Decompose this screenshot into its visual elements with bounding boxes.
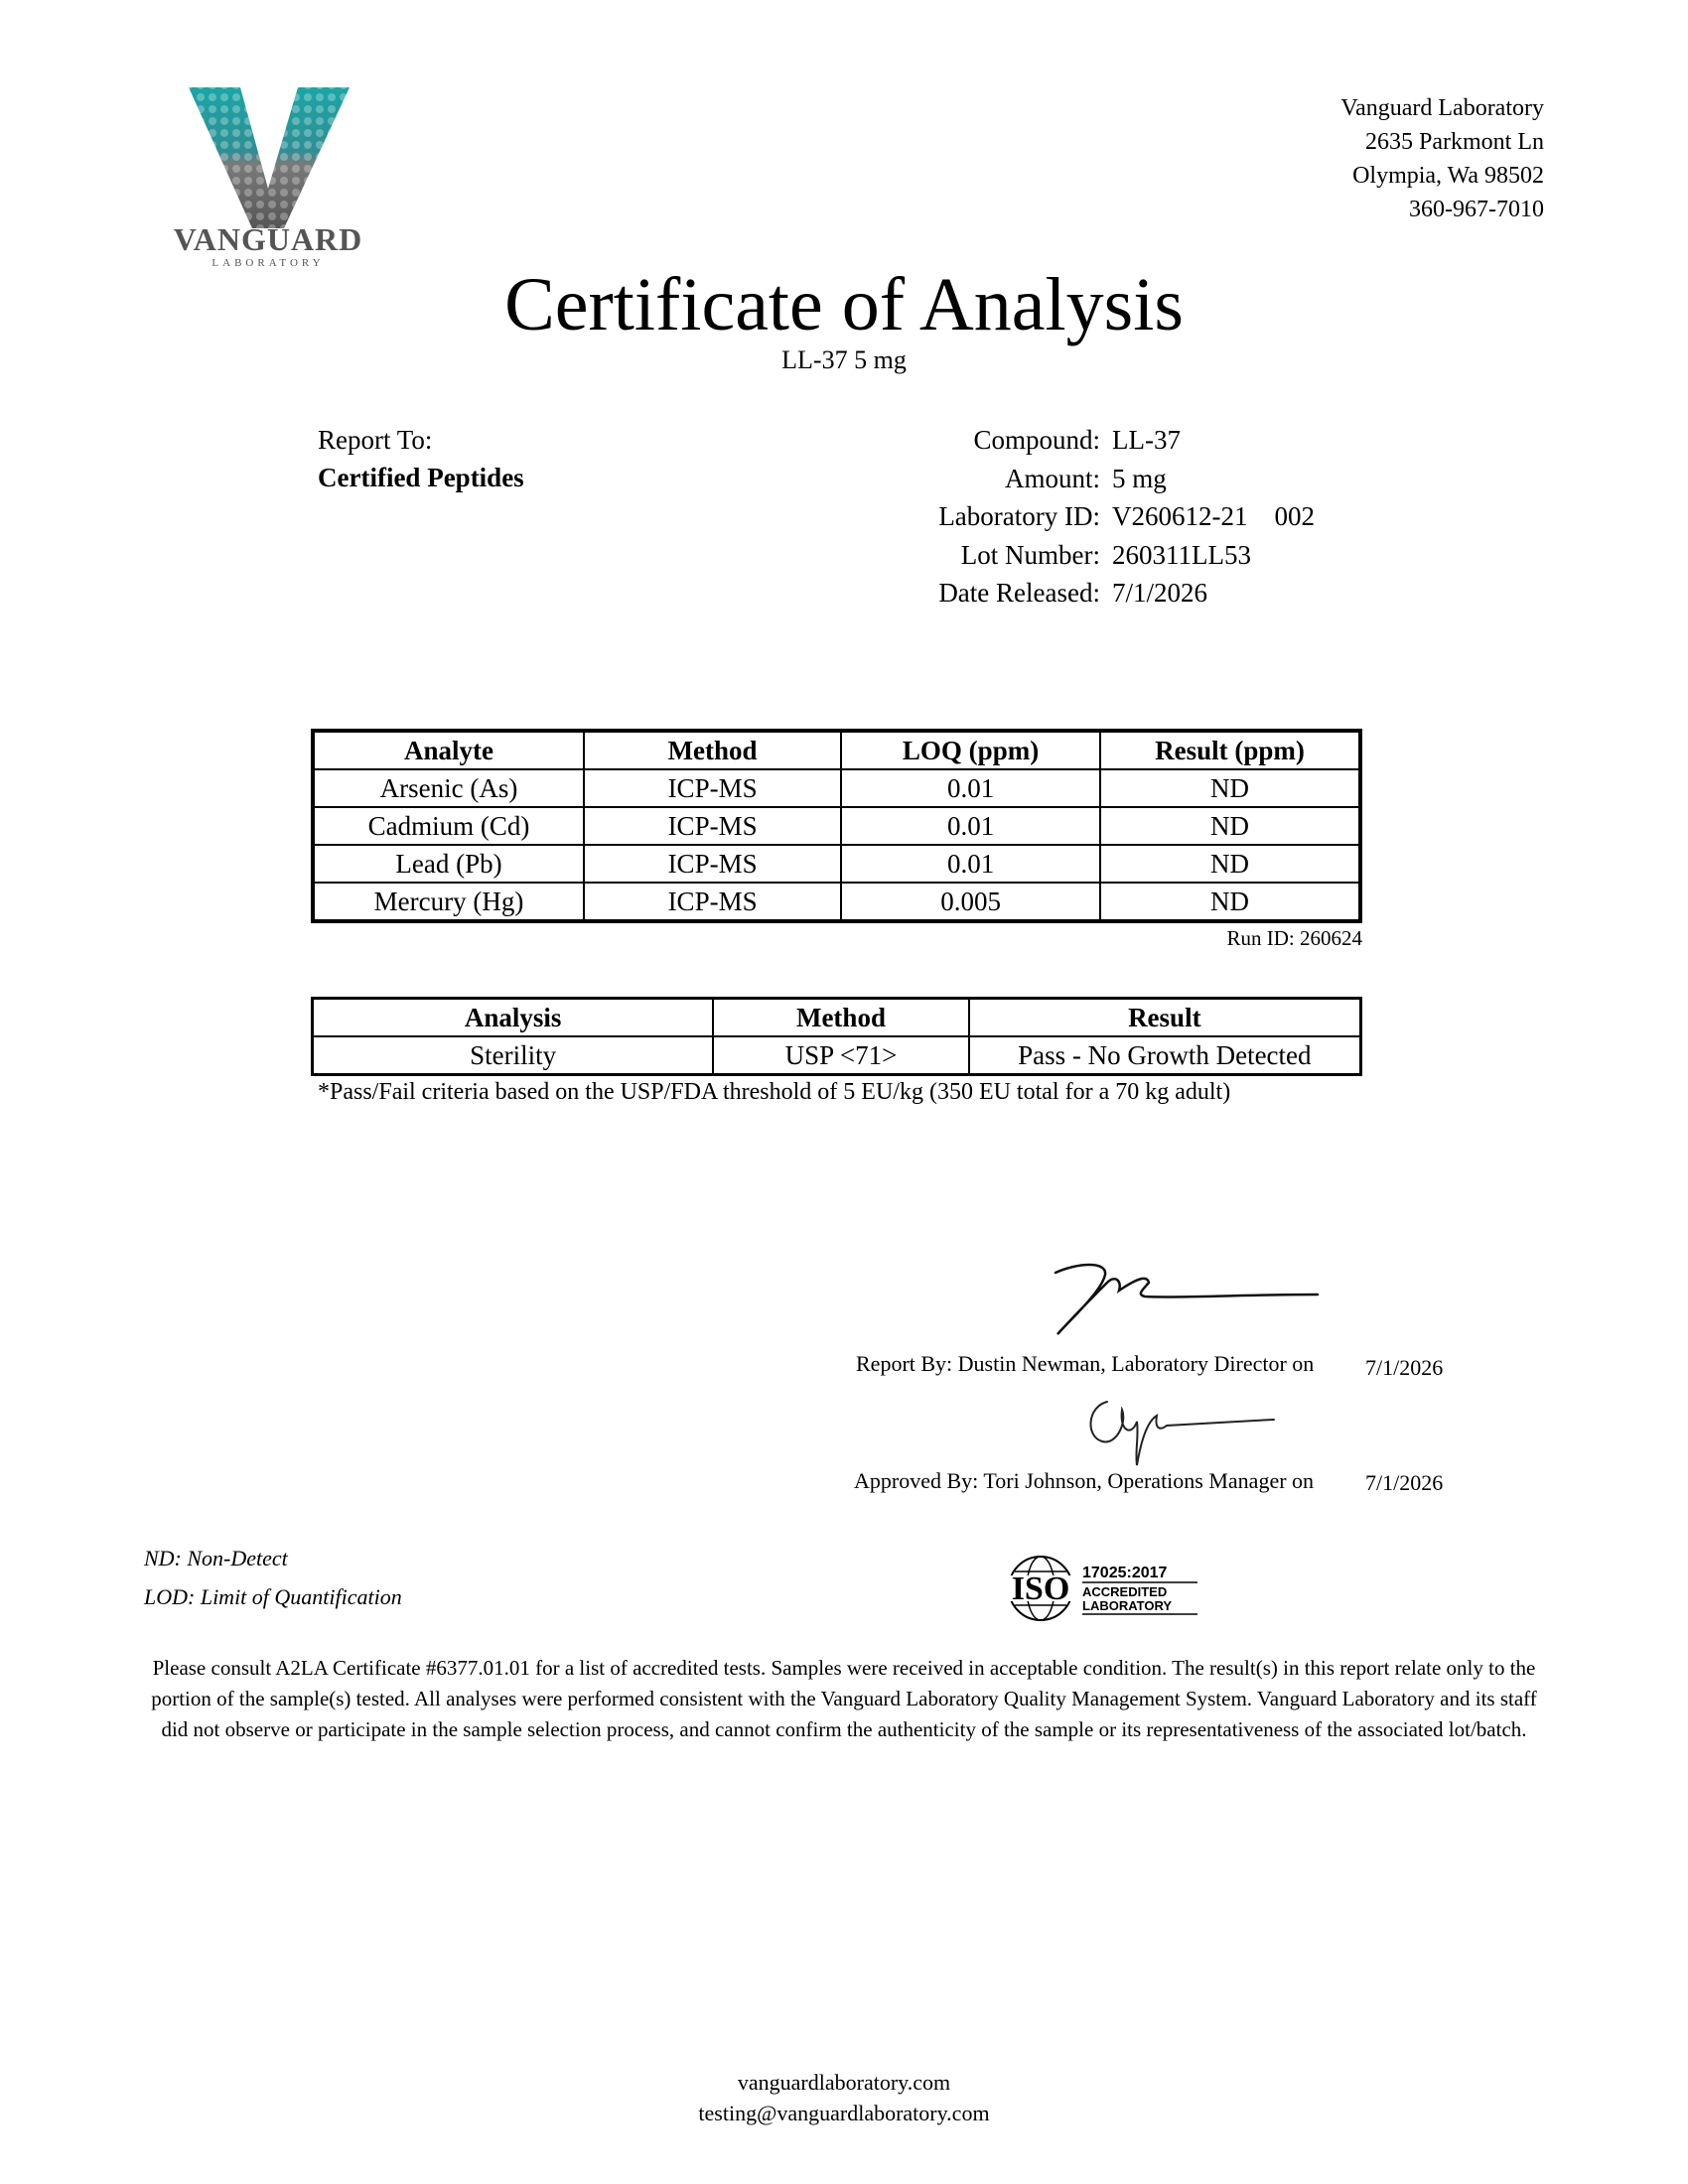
info-label: Laboratory ID: [938, 501, 1100, 531]
legend-lod: LOD: Limit of Quantification [144, 1584, 402, 1609]
run-id: Run ID: 260624 [1226, 926, 1362, 950]
info-value: V260612-21 002 [1112, 501, 1315, 531]
info-value: 5 mg [1112, 463, 1167, 493]
table-cell: 0.005 [841, 883, 1100, 921]
table-cell: ND [1100, 807, 1360, 845]
iso-line1: ACCREDITED [1082, 1584, 1168, 1599]
disclaimer: Please consult A2LA Certificate #6377.01.01 for a list of accredited tests. Samples were received in acceptable condition. The result(s) in this report relate only to the portion of the sample(s) tested. All analyses were performed consistent with the Vanguard Laboratory Quality Management System. Vanguard Laboratory and its staff did not observe or participate in the sample selection process, and cannot confirm the authenticity of the sample or its representativeness of the associated lot/batch. [151, 1656, 1537, 1741]
approved-by-text: Approved By: Tori Johnson, Operations Manager on [854, 1468, 1315, 1493]
info-label: Lot Number: [960, 539, 1100, 570]
table-cell: 0.01 [841, 769, 1100, 807]
table-cell: Lead (Pb) [313, 845, 584, 883]
iso-line2: LABORATORY [1082, 1598, 1173, 1613]
table-header-row [313, 999, 1361, 1037]
manager-signature [1077, 1382, 1276, 1469]
logo-wordmark: VANGUARD [173, 221, 363, 257]
report-to-label: Report To: [318, 425, 433, 455]
lab-street: 2635 Parkmont Ln [1365, 129, 1544, 155]
footer-website: vanguardlaboratory.com [737, 2070, 951, 2095]
table-row [313, 769, 1360, 807]
info-value: 260311LL53 [1112, 539, 1251, 570]
table-cell: ICP-MS [584, 845, 841, 883]
report-by-date: 7/1/2026 [1365, 1355, 1444, 1380]
info-row-lot-number [894, 536, 1315, 575]
lab-phone: 360-967-7010 [1409, 197, 1544, 222]
client-name: Certified Peptides [318, 463, 524, 492]
iso-standard: 17025:2017 [1082, 1565, 1168, 1581]
table-cell: 0.01 [841, 807, 1100, 845]
info-row-amount [894, 460, 1315, 498]
table-header-row [313, 731, 1360, 769]
report-to [318, 421, 524, 496]
page-footer [0, 2067, 1688, 2128]
page-title: Certificate of Analysis [504, 263, 1184, 346]
table-cell: 0.01 [841, 845, 1100, 883]
table-row [313, 807, 1360, 845]
legend-nd: ND: Non-Detect [144, 1546, 288, 1570]
table-cell: ND [1100, 769, 1360, 807]
table-cell: Cadmium (Cd) [313, 807, 584, 845]
table-row [313, 1036, 1361, 1075]
column-header: LOQ (ppm) [841, 731, 1100, 769]
table-cell: USP <71> [713, 1036, 968, 1075]
table-cell: ICP-MS [584, 883, 841, 921]
logo-v-mark [159, 79, 377, 268]
info-row-laboratory-id [894, 497, 1315, 536]
criteria-footnote: *Pass/Fail criteria based on the USP/FDA threshold of 5 EU/kg (350 EU total for a 70 kg adult) [318, 1079, 1231, 1105]
approved-by-date: 7/1/2026 [1365, 1470, 1444, 1495]
footer-email: testing@vanguardlaboratory.com [698, 2101, 990, 2125]
table-cell: ICP-MS [584, 769, 841, 807]
table-row [313, 845, 1360, 883]
table-row [313, 883, 1360, 921]
director-signature [1038, 1253, 1321, 1340]
iso-mark: ISO [1011, 1570, 1070, 1607]
column-header: Result (ppm) [1100, 731, 1360, 769]
table-cell: Mercury (Hg) [313, 883, 584, 921]
table-cell: ND [1100, 883, 1360, 921]
table-cell: Pass - No Growth Detected [969, 1036, 1361, 1075]
heavy-metals-table [311, 729, 1362, 923]
info-row-date-released [894, 574, 1315, 613]
table-cell: ND [1100, 845, 1360, 883]
info-value: 7/1/2026 [1112, 578, 1208, 608]
lab-city: Olympia, Wa 98502 [1352, 163, 1544, 189]
column-header: Analyte [313, 731, 584, 769]
column-header: Method [584, 731, 841, 769]
vanguard-logo [159, 79, 377, 268]
logo-tagline: LABORATORY [211, 257, 325, 268]
column-header: Result [969, 999, 1361, 1037]
column-header: Analysis [313, 999, 714, 1037]
lab-name: Vanguard Laboratory [1340, 95, 1544, 121]
lab-address [1340, 91, 1544, 226]
info-label: Amount: [1004, 463, 1100, 493]
info-value: LL-37 [1112, 425, 1181, 455]
info-label: Date Released: [938, 578, 1100, 608]
table-cell: Arsenic (As) [313, 769, 584, 807]
table-cell: Sterility [313, 1036, 714, 1075]
info-row-compound [894, 421, 1315, 460]
page-subtitle: LL-37 5 mg [781, 345, 907, 374]
info-label: Compound: [973, 425, 1100, 455]
column-header: Method [713, 999, 968, 1037]
iso-accreditation-badge [1003, 1554, 1201, 1623]
sterility-table [311, 997, 1362, 1076]
table-cell: ICP-MS [584, 807, 841, 845]
sample-info [894, 421, 1315, 613]
report-by-text: Report By: Dustin Newman, Laboratory Director on [856, 1351, 1315, 1376]
abbreviation-legend [144, 1539, 402, 1616]
